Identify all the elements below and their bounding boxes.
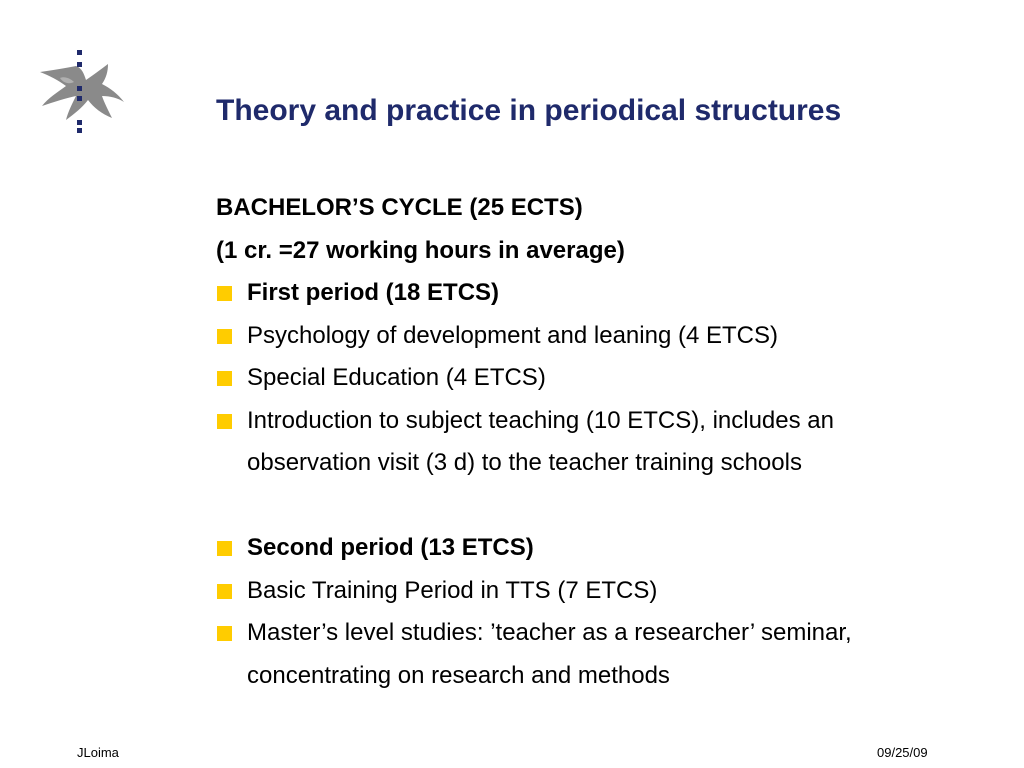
list-item-text: Second period (13 ETCS) (247, 534, 534, 561)
heading-line: BACHELOR’S CYCLE (25 ECTS) (216, 194, 583, 221)
square-bullet-icon (217, 541, 232, 556)
list-item (216, 527, 996, 570)
list-item (216, 400, 996, 443)
list-item-text: Introduction to subject teaching (10 ETCS), includes an (247, 406, 834, 434)
flame-logo-icon (36, 48, 126, 136)
square-bullet-icon (217, 414, 232, 429)
list-item-text: Psychology of development and leaning (4 ETCS) (247, 321, 778, 349)
square-bullet-icon (217, 286, 232, 301)
slide-content (216, 187, 996, 697)
spacer (216, 485, 996, 528)
list-item (216, 357, 996, 400)
list-item-text: Master’s level studies: ’teacher as a researcher’ seminar, (247, 619, 852, 646)
square-bullet-icon (217, 371, 232, 386)
list-item-text: First period (18 ETCS) (247, 279, 500, 306)
list-item (216, 272, 996, 315)
list-item (216, 570, 996, 613)
square-bullet-icon (217, 329, 232, 344)
square-bullet-icon (217, 626, 232, 641)
list-item (216, 315, 996, 358)
heading-line: (1 cr. =27 working hours in average) (216, 236, 625, 264)
footer-date: 09/25/09 (877, 745, 928, 760)
list-item-text: Special Education (4 ETCS) (247, 364, 546, 391)
square-bullet-icon (217, 584, 232, 599)
list-item-text: Basic Training Period in TTS (7 ETCS) (247, 576, 658, 604)
university-logo-icon (36, 48, 126, 136)
list-item (216, 612, 996, 655)
list-item-continuation: observation visit (3 d) to the teacher training schools (247, 449, 802, 476)
footer-author: JLoima (77, 745, 119, 760)
slide-title: Theory and practice in periodical structures (216, 94, 842, 127)
list-item-continuation: concentrating on research and methods (247, 661, 670, 689)
